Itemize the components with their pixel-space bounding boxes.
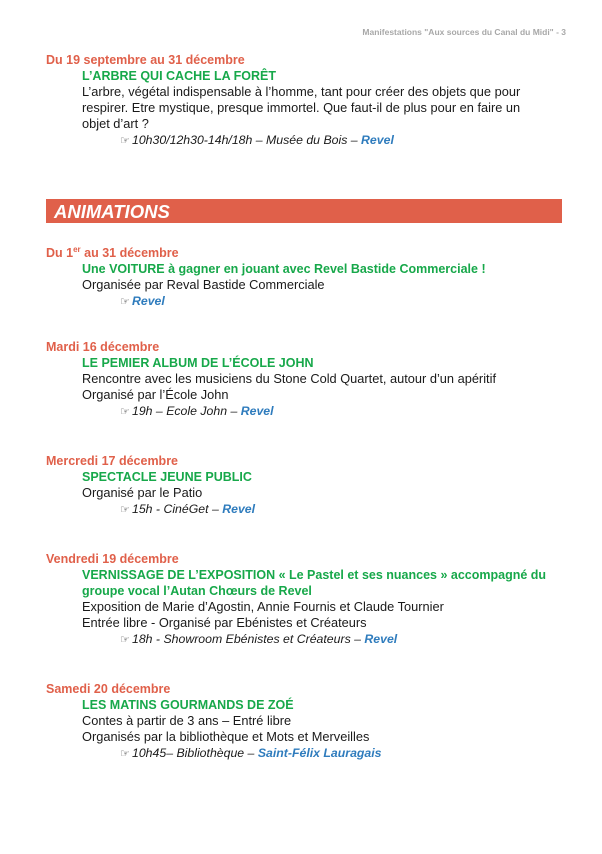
pointing-hand-icon: ☞: [120, 504, 130, 516]
event-description: Exposition de Marie d’Agostin, Annie Fournis et Claude Tournier: [82, 599, 444, 614]
event-description: Organisé par l’École John: [82, 387, 229, 402]
event-description: Entrée libre - Organisé par Ebénistes et Créateurs: [82, 615, 367, 630]
event-title: groupe vocal l’Autan Chœurs de Revel: [82, 584, 312, 598]
event-matins-gourmands: [46, 682, 382, 763]
event-title: LE PEMIER ALBUM DE L’ÉCOLE JOHN: [82, 356, 314, 370]
event-date-part: au 31 décembre: [80, 246, 179, 260]
event-vernissage: [46, 552, 546, 649]
section-banner: [46, 199, 562, 223]
event-title: VERNISSAGE DE L’EXPOSITION « Le Pastel et ses nuances » accompagné du: [82, 568, 547, 582]
event-description: objet d’art ?: [82, 116, 149, 131]
page-header: Manifestations "Aux sources du Canal du Midi" - 3: [362, 27, 566, 37]
event-title: LES MATINS GOURMANDS DE ZOÉ: [82, 698, 294, 712]
event-location: Saint-Félix Lauragais: [257, 746, 382, 760]
event-time-place: 10h30/12h30-14h/18h – Musée du Bois –: [132, 133, 358, 147]
event-date: Vendredi 19 décembre: [46, 552, 179, 566]
event-spectacle: [46, 454, 255, 519]
pointing-hand-icon: ☞: [120, 748, 130, 760]
section-title: ANIMATIONS: [54, 201, 170, 222]
event-location: Revel: [132, 294, 165, 308]
event-info: [120, 132, 520, 150]
event-date-part: Du 1: [46, 246, 74, 260]
event-info: [120, 745, 382, 763]
event-time-place: 15h - CinéGet –: [132, 502, 219, 516]
event-time-place: 10h45– Bibliothèque –: [132, 746, 255, 760]
pointing-hand-icon: ☞: [120, 406, 130, 418]
event-date: [46, 242, 486, 261]
event-info: [120, 631, 546, 649]
event-location: Revel: [361, 133, 394, 147]
event-date: Samedi 20 décembre: [46, 682, 171, 696]
event-info: [120, 293, 486, 311]
event-location: Revel: [222, 502, 256, 516]
event-info: [120, 501, 255, 519]
event-arbre: [46, 53, 520, 150]
event-location: Revel: [364, 632, 398, 646]
event-description: Rencontre avec les musiciens du Stone Cold Quartet, autour d’un apéritif: [82, 371, 496, 386]
event-description: L’arbre, végétal indispensable à l’homme, tant pour créer des objets que pour: [82, 84, 521, 99]
event-info: [120, 403, 496, 421]
event-voiture: [46, 242, 486, 311]
pointing-hand-icon: ☞: [120, 634, 130, 646]
event-description: Organisés par la bibliothèque et Mots et Merveilles: [82, 729, 370, 744]
event-ecole-john: [46, 340, 496, 421]
event-title: L’ARBRE QUI CACHE LA FORÊT: [82, 69, 276, 83]
event-date: Mercredi 17 décembre: [46, 454, 179, 468]
event-description: Organisée par Reval Bastide Commerciale: [82, 277, 325, 292]
event-title: Une VOITURE à gagner en jouant avec Revel Bastide Commerciale !: [82, 262, 486, 276]
event-description: Organisé par le Patio: [82, 485, 203, 500]
event-date: Mardi 16 décembre: [46, 340, 160, 354]
event-time-place: 18h - Showroom Ebénistes et Créateurs –: [132, 632, 361, 646]
event-time-place: 19h – Ecole John –: [132, 404, 238, 418]
event-description: respirer. Etre mystique, presque immortel. Que faut-il de plus pour en faire un: [82, 100, 521, 115]
event-title: SPECTACLE JEUNE PUBLIC: [82, 470, 252, 484]
event-date: Du 19 septembre au 31 décembre: [46, 53, 245, 67]
event-date-superscript: er: [73, 245, 81, 254]
event-location: Revel: [240, 404, 274, 418]
pointing-hand-icon: ☞: [120, 296, 130, 308]
pointing-hand-icon: ☞: [120, 135, 130, 147]
event-description: Contes à partir de 3 ans – Entré libre: [82, 713, 292, 728]
